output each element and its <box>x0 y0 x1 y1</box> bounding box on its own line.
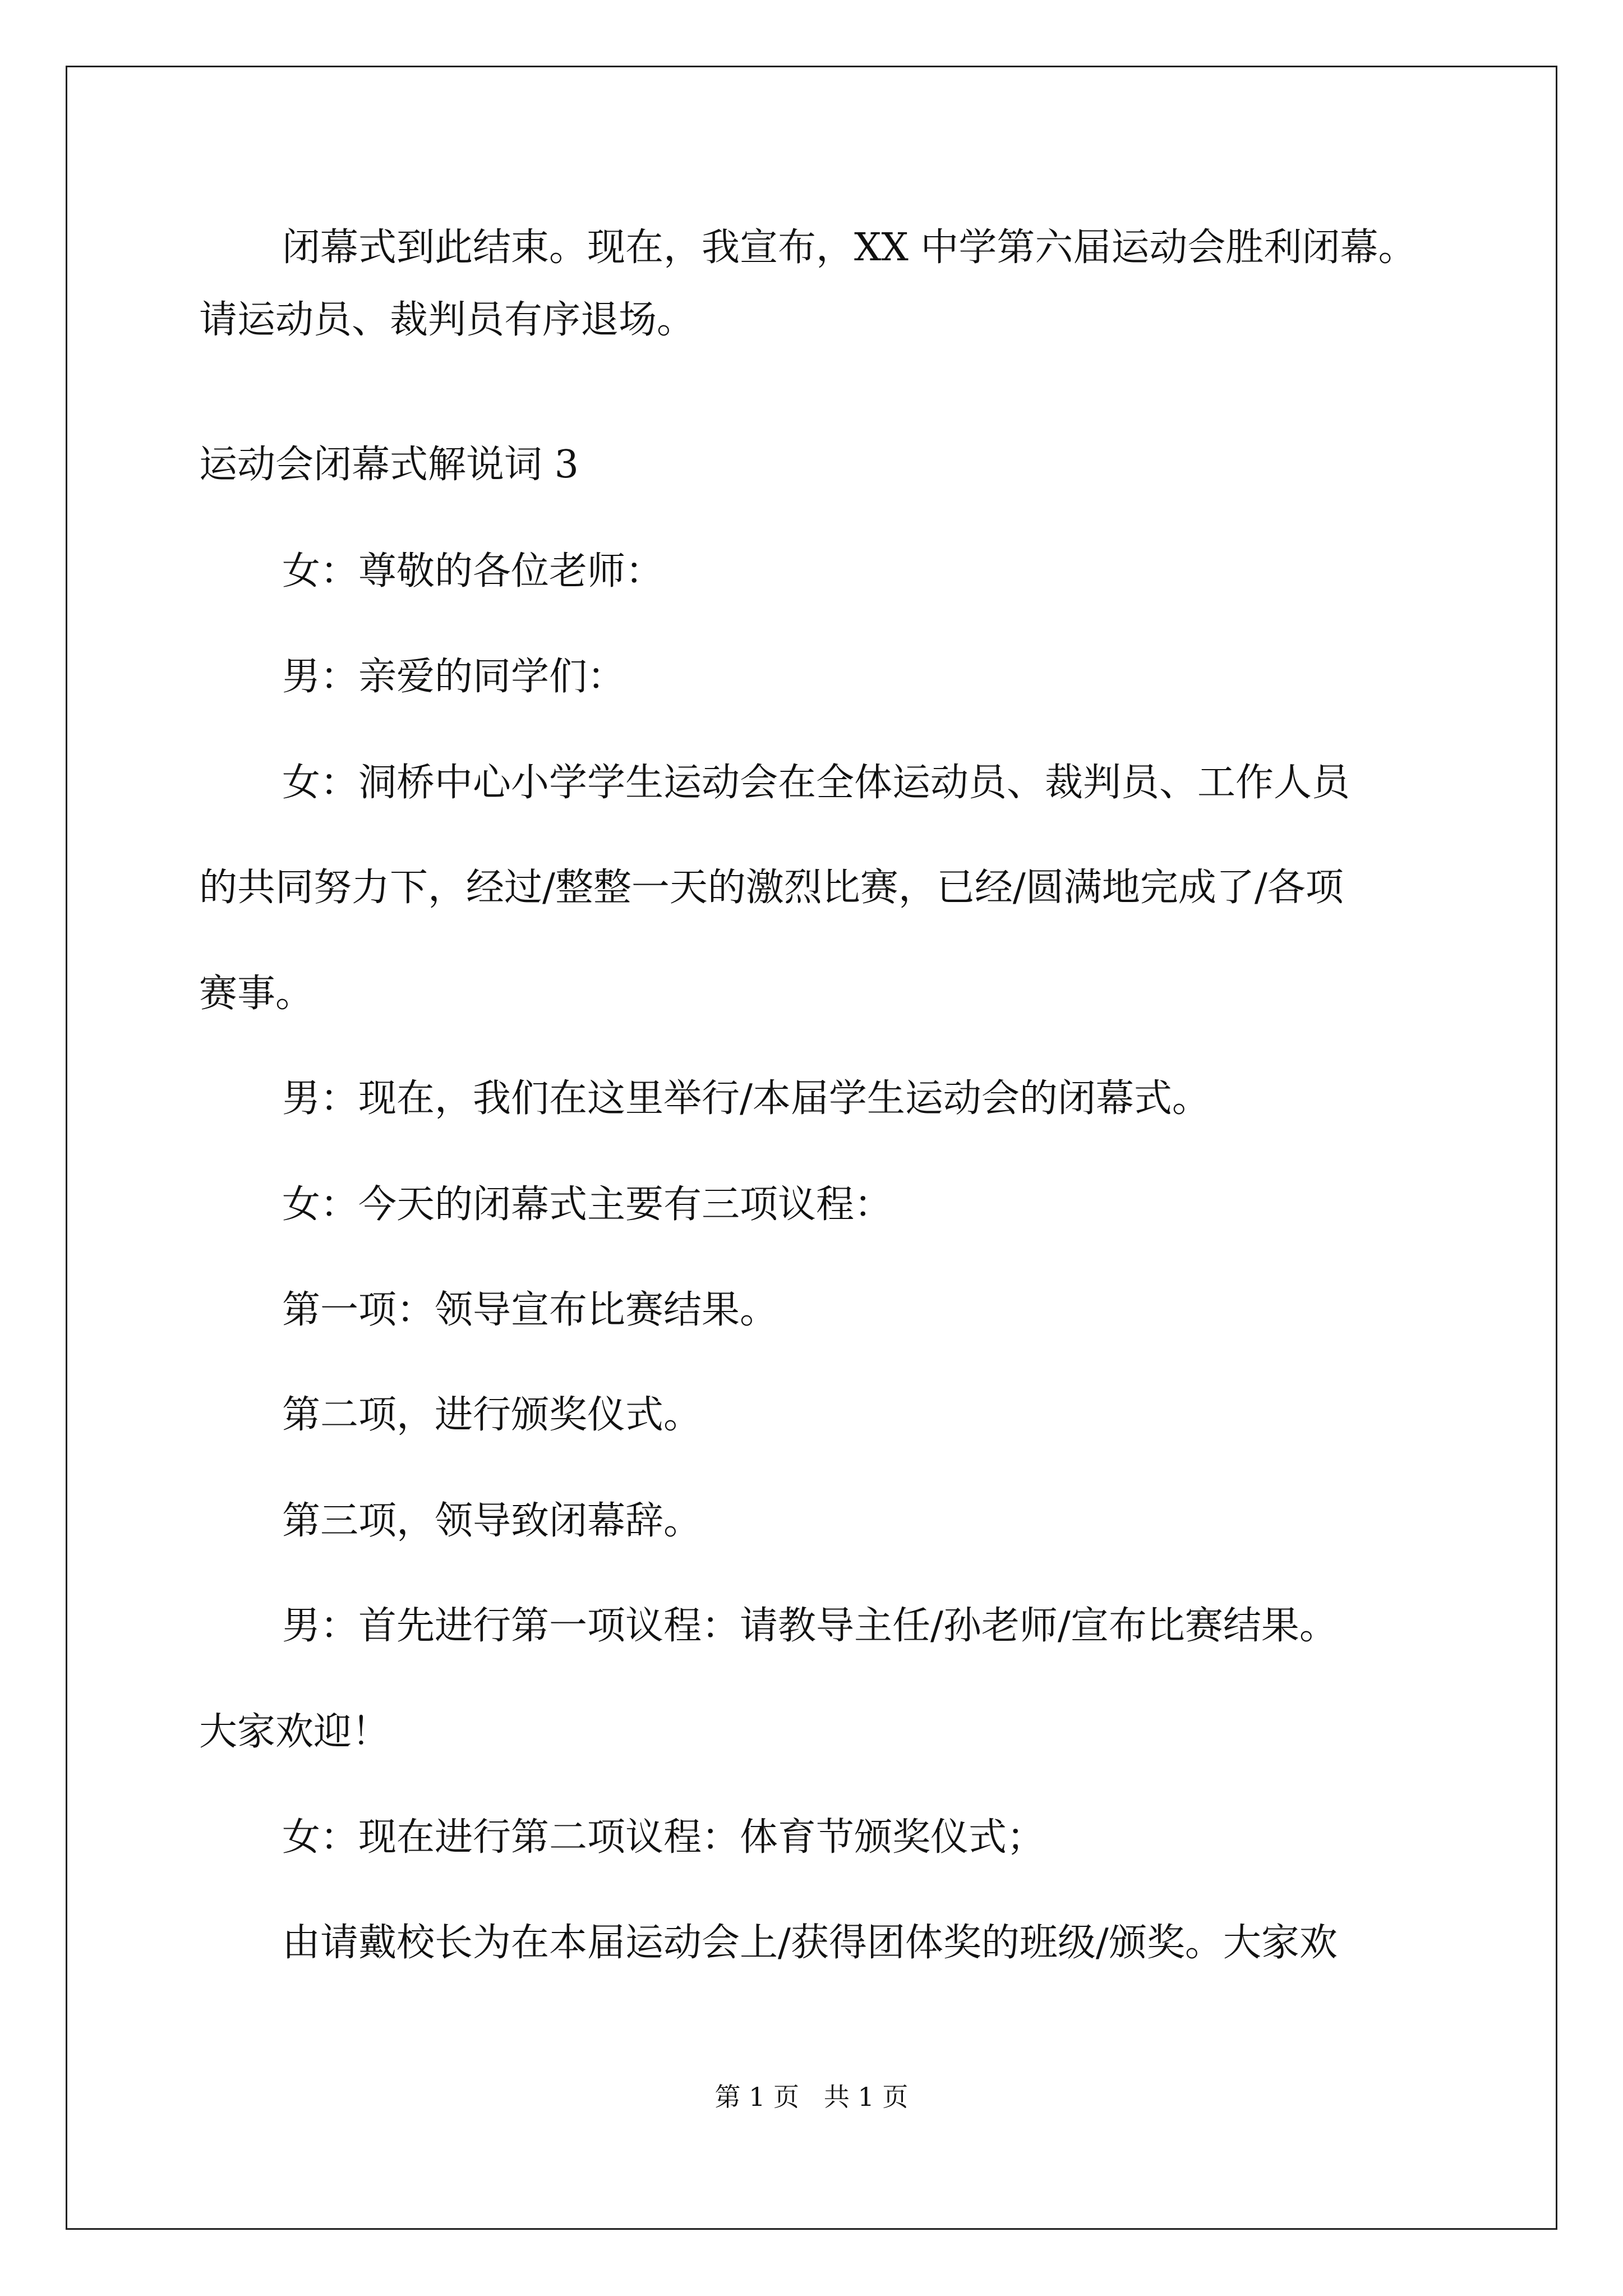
text-line: 女：今天的闭幕式主要有三项议程： <box>282 1182 893 1227</box>
text-line: 女：现在进行第二项议程：体育节颁奖仪式； <box>282 1815 1045 1860</box>
page-number-footer: 第 1 页 共 1 页 <box>714 2082 909 2112</box>
section-title: 运动会闭幕式解说词 3 <box>199 443 579 487</box>
text-line: 第二项，进行颁奖仪式。 <box>282 1393 702 1437</box>
text-line: 男：首先进行第一项议程：请教导主任/孙老师/宣布比赛结果。 <box>282 1604 1338 1648</box>
text-line: 由请戴校长为在本届运动会上/获得团体奖的班级/颁奖。大家欢 <box>282 1921 1338 1965</box>
text-line: 男：亲爱的同学们： <box>282 655 626 699</box>
text-line: 大家欢迎！ <box>199 1710 390 1754</box>
text-line: 请运动员、裁判员有序退场。 <box>199 298 695 342</box>
text-line: 女：尊敬的各位老师： <box>282 549 664 593</box>
page-border <box>66 66 1557 2230</box>
text-line: 女：洞桥中心小学学生运动会在全体运动员、裁判员、工作人员 <box>282 761 1350 805</box>
text-line: 第一项：领导宣布比赛结果。 <box>282 1288 778 1332</box>
text-line: 的共同努力下，经过/整整一天的激烈比赛，已经/圆满地完成了/各项 <box>199 866 1344 910</box>
text-line: 闭幕式到此结束。现在，我宣布，XX 中学第六届运动会胜利闭幕。 <box>282 226 1417 270</box>
text-line: 第三项，领导致闭幕辞。 <box>282 1499 702 1543</box>
text-line: 男：现在，我们在这里举行/本届学生运动会的闭幕式。 <box>282 1076 1210 1121</box>
text-line: 赛事。 <box>199 972 314 1016</box>
